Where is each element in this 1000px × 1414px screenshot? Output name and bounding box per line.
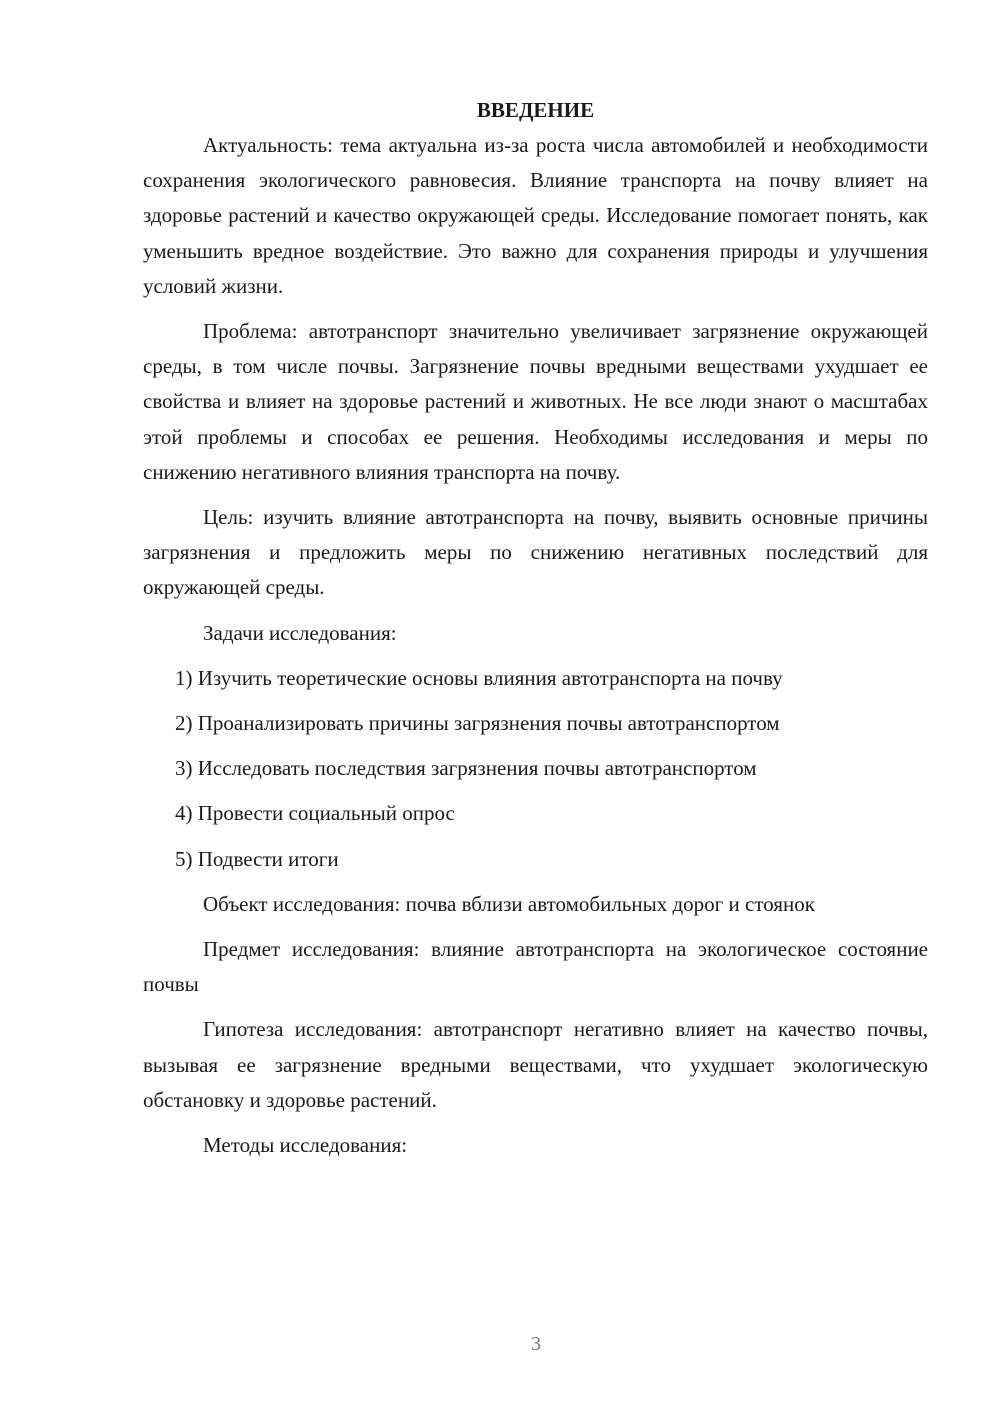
page-number: 3 <box>531 1333 541 1355</box>
list-item: 4) Провести социальный опрос <box>175 801 455 826</box>
paragraph-tasks-heading: Задачи исследования: <box>203 620 397 645</box>
paragraph-methods: Методы исследования: <box>203 1133 408 1158</box>
list-item: 3) Исследовать последствия загрязнения почвы автотранспортом <box>175 756 757 781</box>
tasks-list <box>143 661 928 877</box>
paragraph-problem: Проблема: автотранспорт значительно увеличивает загрязнение окружающей среды, в том числе почвы. Загрязнение почвы вредными веществами ухудшает ее свойства и влияет на здоровье растений и животных. Не все люди знают о масштабах этой проблемы и способах ее решения. Необходимы исследования и меры по снижению негативного влияния транспорта на почву. <box>143 319 928 484</box>
page-content <box>143 92 928 1173</box>
list-item: 2) Проанализировать причины загрязнения почвы автотранспортом <box>175 711 780 736</box>
paragraph-object: Объект исследования: почва вблизи автомобильных дорог и стоянок <box>203 891 815 916</box>
list-item: 1) Изучить теоретические основы влияния автотранспорта на почву <box>175 665 783 690</box>
paragraph-hypothesis: Гипотеза исследования: автотранспорт негативно влияет на качество почвы, вызывая ее загрязнение вредными веществами, что ухудшает экологическую обстановку и здоровье растений. <box>143 1017 928 1112</box>
list-item: 5) Подвести итоги <box>175 846 339 871</box>
section-title: ВВЕДЕНИЕ <box>476 98 595 122</box>
paragraph-subject: Предмет исследования: влияние автотранспорта на экологическое состояние почвы <box>143 937 928 997</box>
paragraph-goal: Цель: изучить влияние автотранспорта на почву, выявить основные причины загрязнения и предложить меры по снижению негативных последствий для окружающей среды. <box>143 505 928 600</box>
paragraph-relevance: Актуальность: тема актуальна из-за роста числа автомобилей и необходимости сохранения экологического равновесия. Влияние транспорта на почву влияет на здоровье растений и качество окружающей среды. Исследование помогает понять, как уменьшить вредное воздействие. Это важно для сохранения природы и улучшения условий жизни. <box>143 133 928 298</box>
